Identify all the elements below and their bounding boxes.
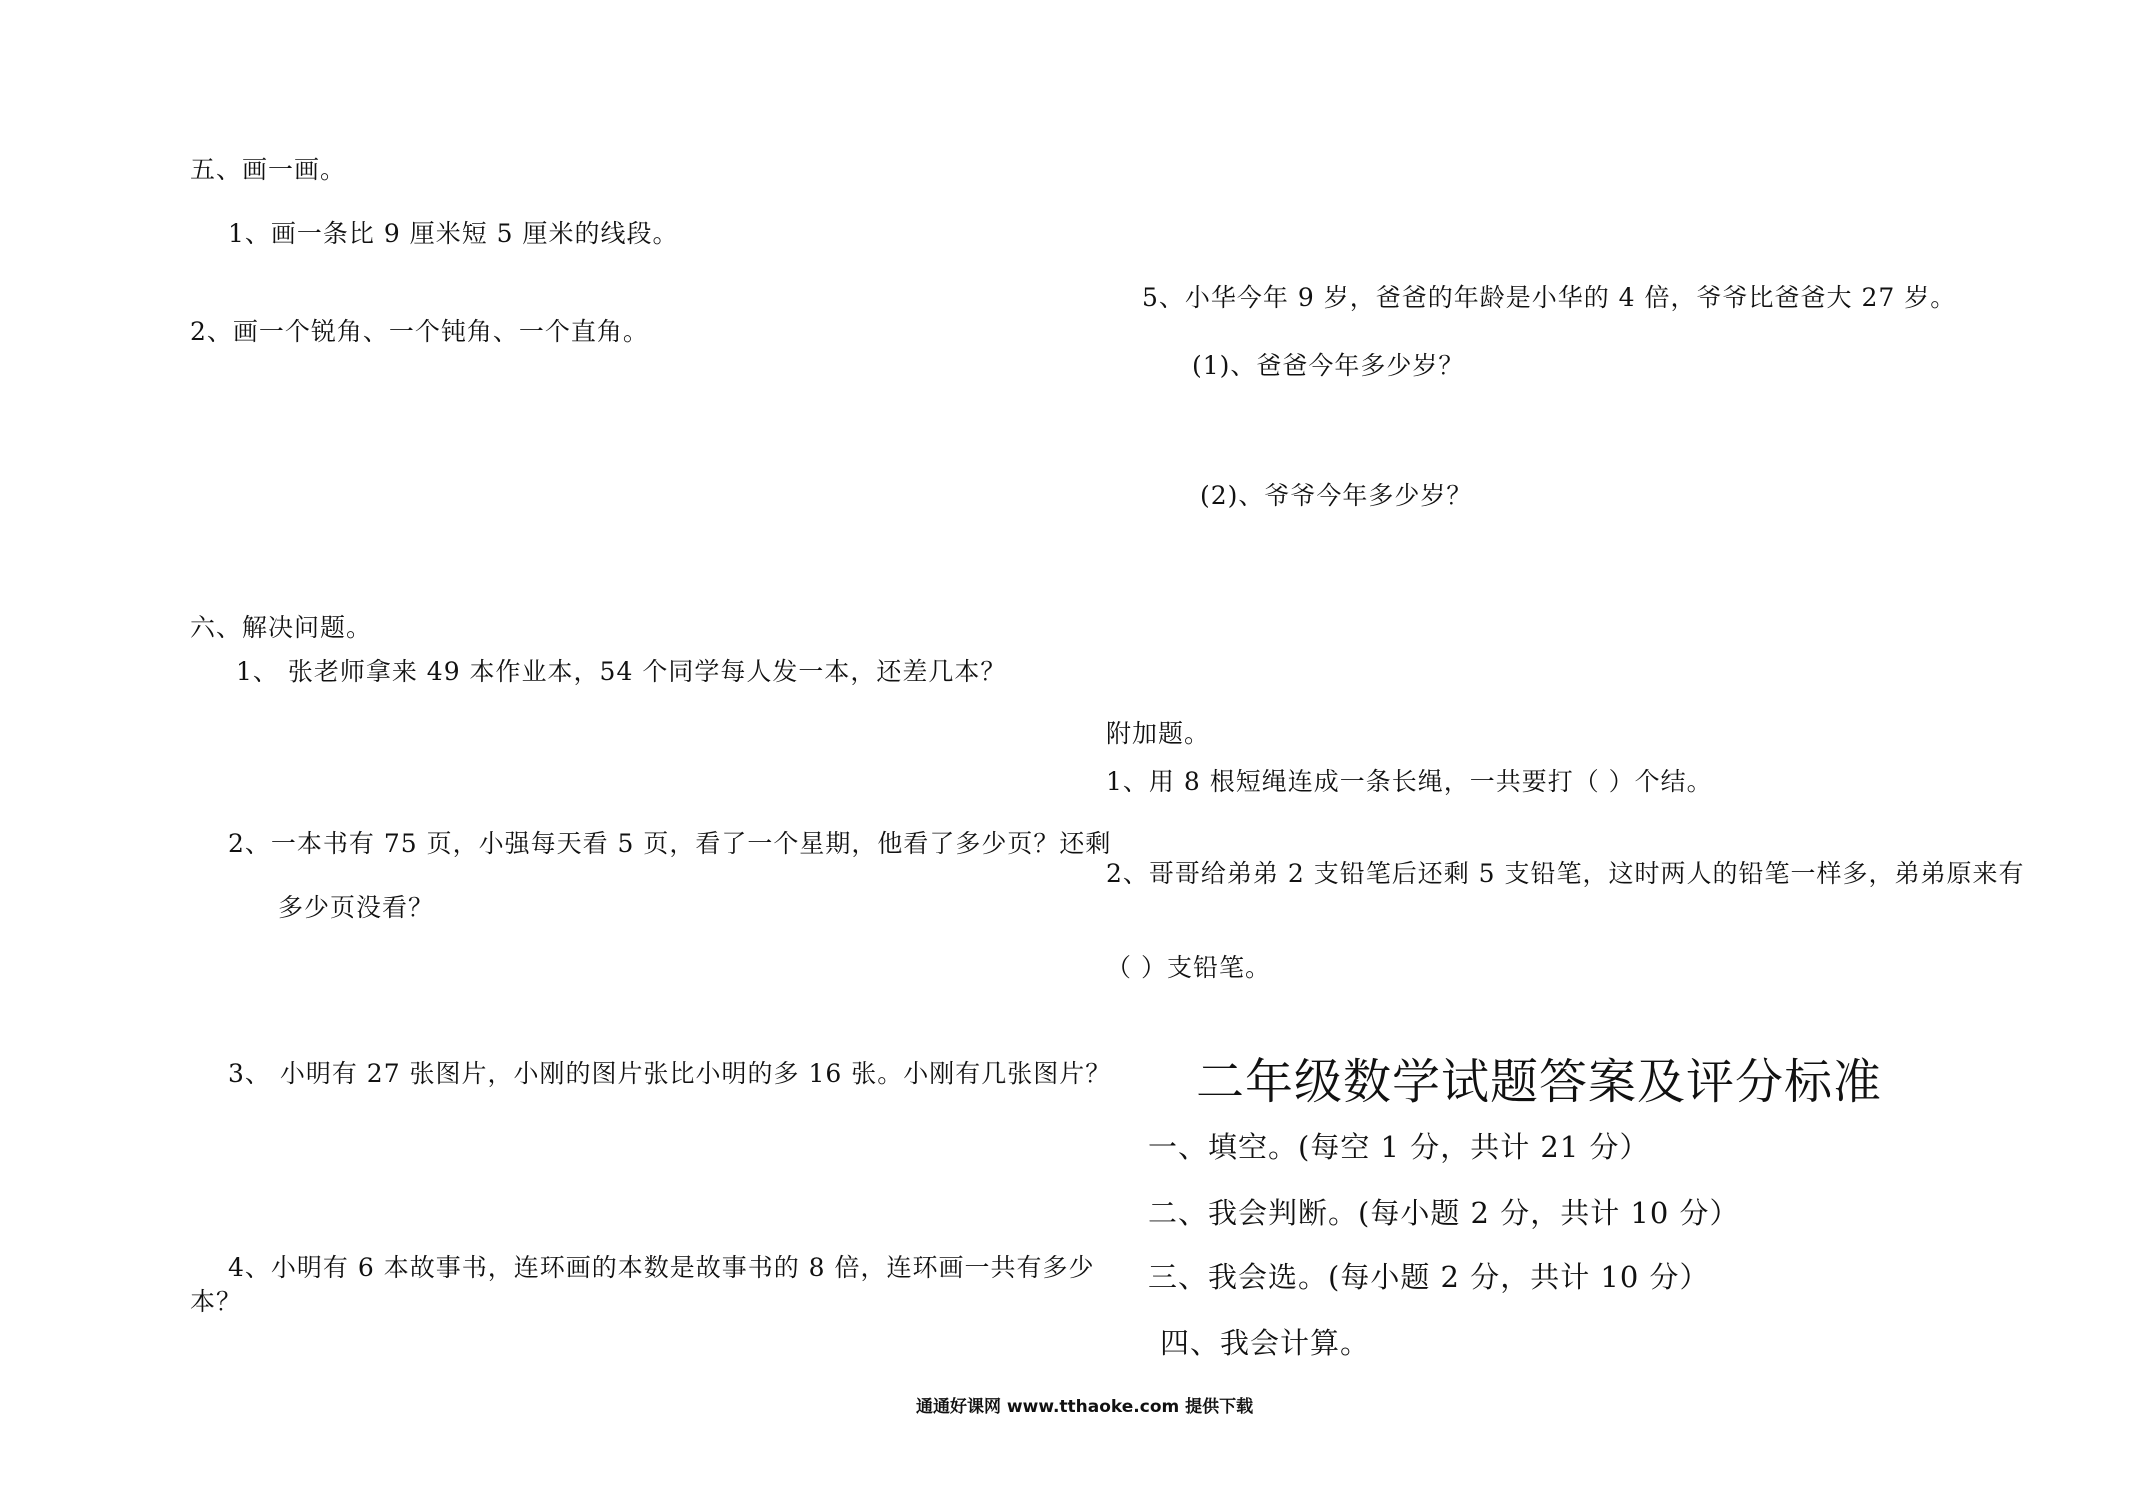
answer-key-title: 二年级数学试题答案及评分标准 [1196, 1054, 1883, 1110]
question-5-sub-2: (2)、爷爷今年多少岁？ [1200, 481, 1473, 510]
section6-question-4-line1: 4、小明有 6 本故事书，连环画的本数是故事书的 8 倍，连环画一共有多少 [228, 1253, 1095, 1282]
section6-heading: 六、解决问题。 [190, 613, 373, 642]
question-5-sub-1: (1)、爸爸今年多少岁？ [1192, 351, 1465, 380]
bonus-question-1: 1、用 8 根短绳连成一条长绳，一共要打（ ）个结。 [1106, 767, 1713, 796]
section6-question-2-line1: 2、一本书有 75 页，小强每天看 5 页，看了一个星期，他看了多少页？还剩 [228, 829, 1112, 858]
bonus-question-2-line1: 2、哥哥给弟弟 2 支铅笔后还剩 5 支铅笔，这时两人的铅笔一样多，弟弟原来有 [1106, 859, 2025, 888]
section5-question-2: 2、画一个锐角、一个钝角、一个直角。 [190, 317, 649, 346]
page-footer: 通通好课网 www.tthaoke.com 提供下载 [916, 1397, 1254, 1417]
section5-heading: 五、画一画。 [190, 155, 347, 184]
bonus-question-2-line2: （ ）支铅笔。 [1106, 953, 1271, 982]
section6-question-1: 1、 张老师拿来 49 本作业本，54 个同学每人发一本，还差几本？ [236, 657, 1007, 686]
answer-item-4: 四、我会计算。 [1160, 1326, 1371, 1360]
question-5: 5、小华今年 9 岁，爸爸的年龄是小华的 4 倍，爷爷比爸爸大 27 岁。 [1142, 283, 1957, 312]
section5-question-1: 1、画一条比 9 厘米短 5 厘米的线段。 [228, 219, 679, 248]
section6-question-3: 3、 小明有 27 张图片，小刚的图片张比小明的多 16 张。小刚有几张图片？ [228, 1059, 1112, 1088]
section6-question-4-line2: 本？ [190, 1287, 243, 1316]
answer-item-2: 二、我会判断。(每小题 2 分，共计 10 分） [1148, 1196, 1740, 1230]
section6-question-2-line2: 多少页没看？ [278, 893, 435, 922]
answer-item-1: 一、填空。(每空 1 分，共计 21 分） [1148, 1130, 1650, 1164]
bonus-heading: 附加题。 [1106, 719, 1211, 748]
answer-item-3: 三、我会选。(每小题 2 分，共计 10 分） [1148, 1260, 1710, 1294]
